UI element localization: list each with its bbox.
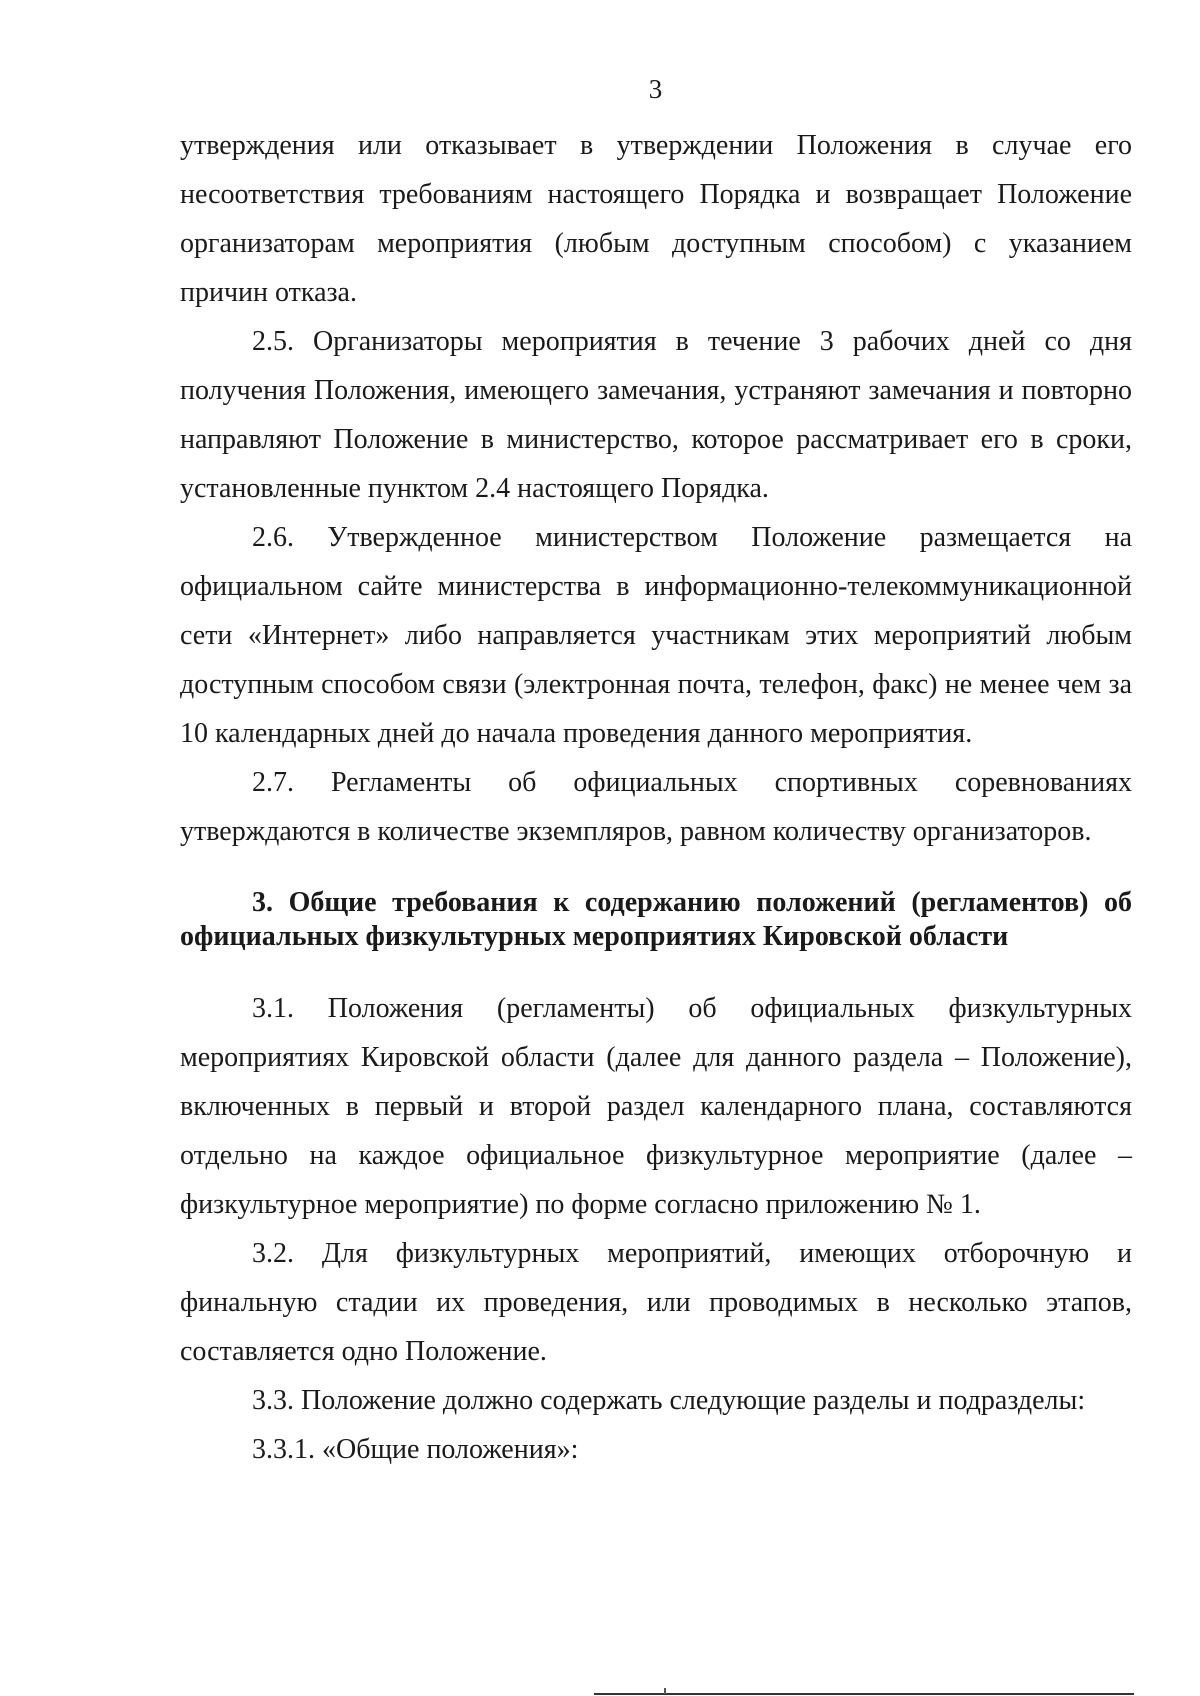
paragraph-3-3-1: 3.3.1. «Общие положения»:	[252, 1434, 579, 1465]
paragraph-2-7: 2.7. Регламенты об официальных спортивных соревнованиях утверждаются в количестве экземпляров, равном количеству организаторов.	[180, 767, 1132, 847]
section-heading: 3. Общие требования к содержанию положений (регламентов) об официальных физкультурных мероприятиях Кировской области	[180, 887, 1132, 952]
paragraph-2-6: 2.6. Утвержденное министерством Положение размещается на официальном сайте министерства в информационно-телекоммуникационной сети «Интернет» либо направляется участникам этих мероприятий любым доступным способом связи (электронная почта, телефон, факс) не менее чем за 10 календарных дней до начала проведения данного мероприятия.	[180, 522, 1132, 749]
spacer	[180, 954, 1132, 984]
footer-rule-tick	[664, 1688, 666, 1694]
paragraph-3-3: 3.3. Положение должно содержать следующие разделы и подразделы:	[252, 1385, 1086, 1416]
paragraph-3-2: 3.2. Для физкультурных мероприятий, имеющих отборочную и финальную стадии их проведения, или проводимых в несколько этапов, составляется одно Положение.	[180, 1238, 1132, 1367]
paragraph-3-1: 3.1. Положения (регламенты) об официальных физкультурных мероприятиях Кировской области (далее для данного раздела – Положение), включенных в первый и второй раздел календарного плана, составляются отдельно на каждое официальное физкультурное мероприятие (далее – физкультурное мероприятие) по форме согласно приложению № 1.	[180, 993, 1132, 1220]
footer-rule	[594, 1693, 1134, 1695]
document-body	[180, 121, 1132, 1474]
page-number: 3	[648, 74, 663, 104]
paragraph-2-5: 2.5. Организаторы мероприятия в течение 3 рабочих дней со дня получения Положения, имеющего замечания, устраняют замечания и повторно направляют Положение в министерство, которое рассматривает его в сроки, установленные пунктом 2.4 настоящего Порядка.	[180, 326, 1132, 504]
paragraph-continuation: утверждения или отказывает в утверждении Положения в случае его несоответствия требованиям настоящего Порядка и возвращает Положение организаторам мероприятия (любым доступным способом) с указанием причин отказа.	[180, 130, 1132, 308]
spacer	[180, 856, 1132, 886]
